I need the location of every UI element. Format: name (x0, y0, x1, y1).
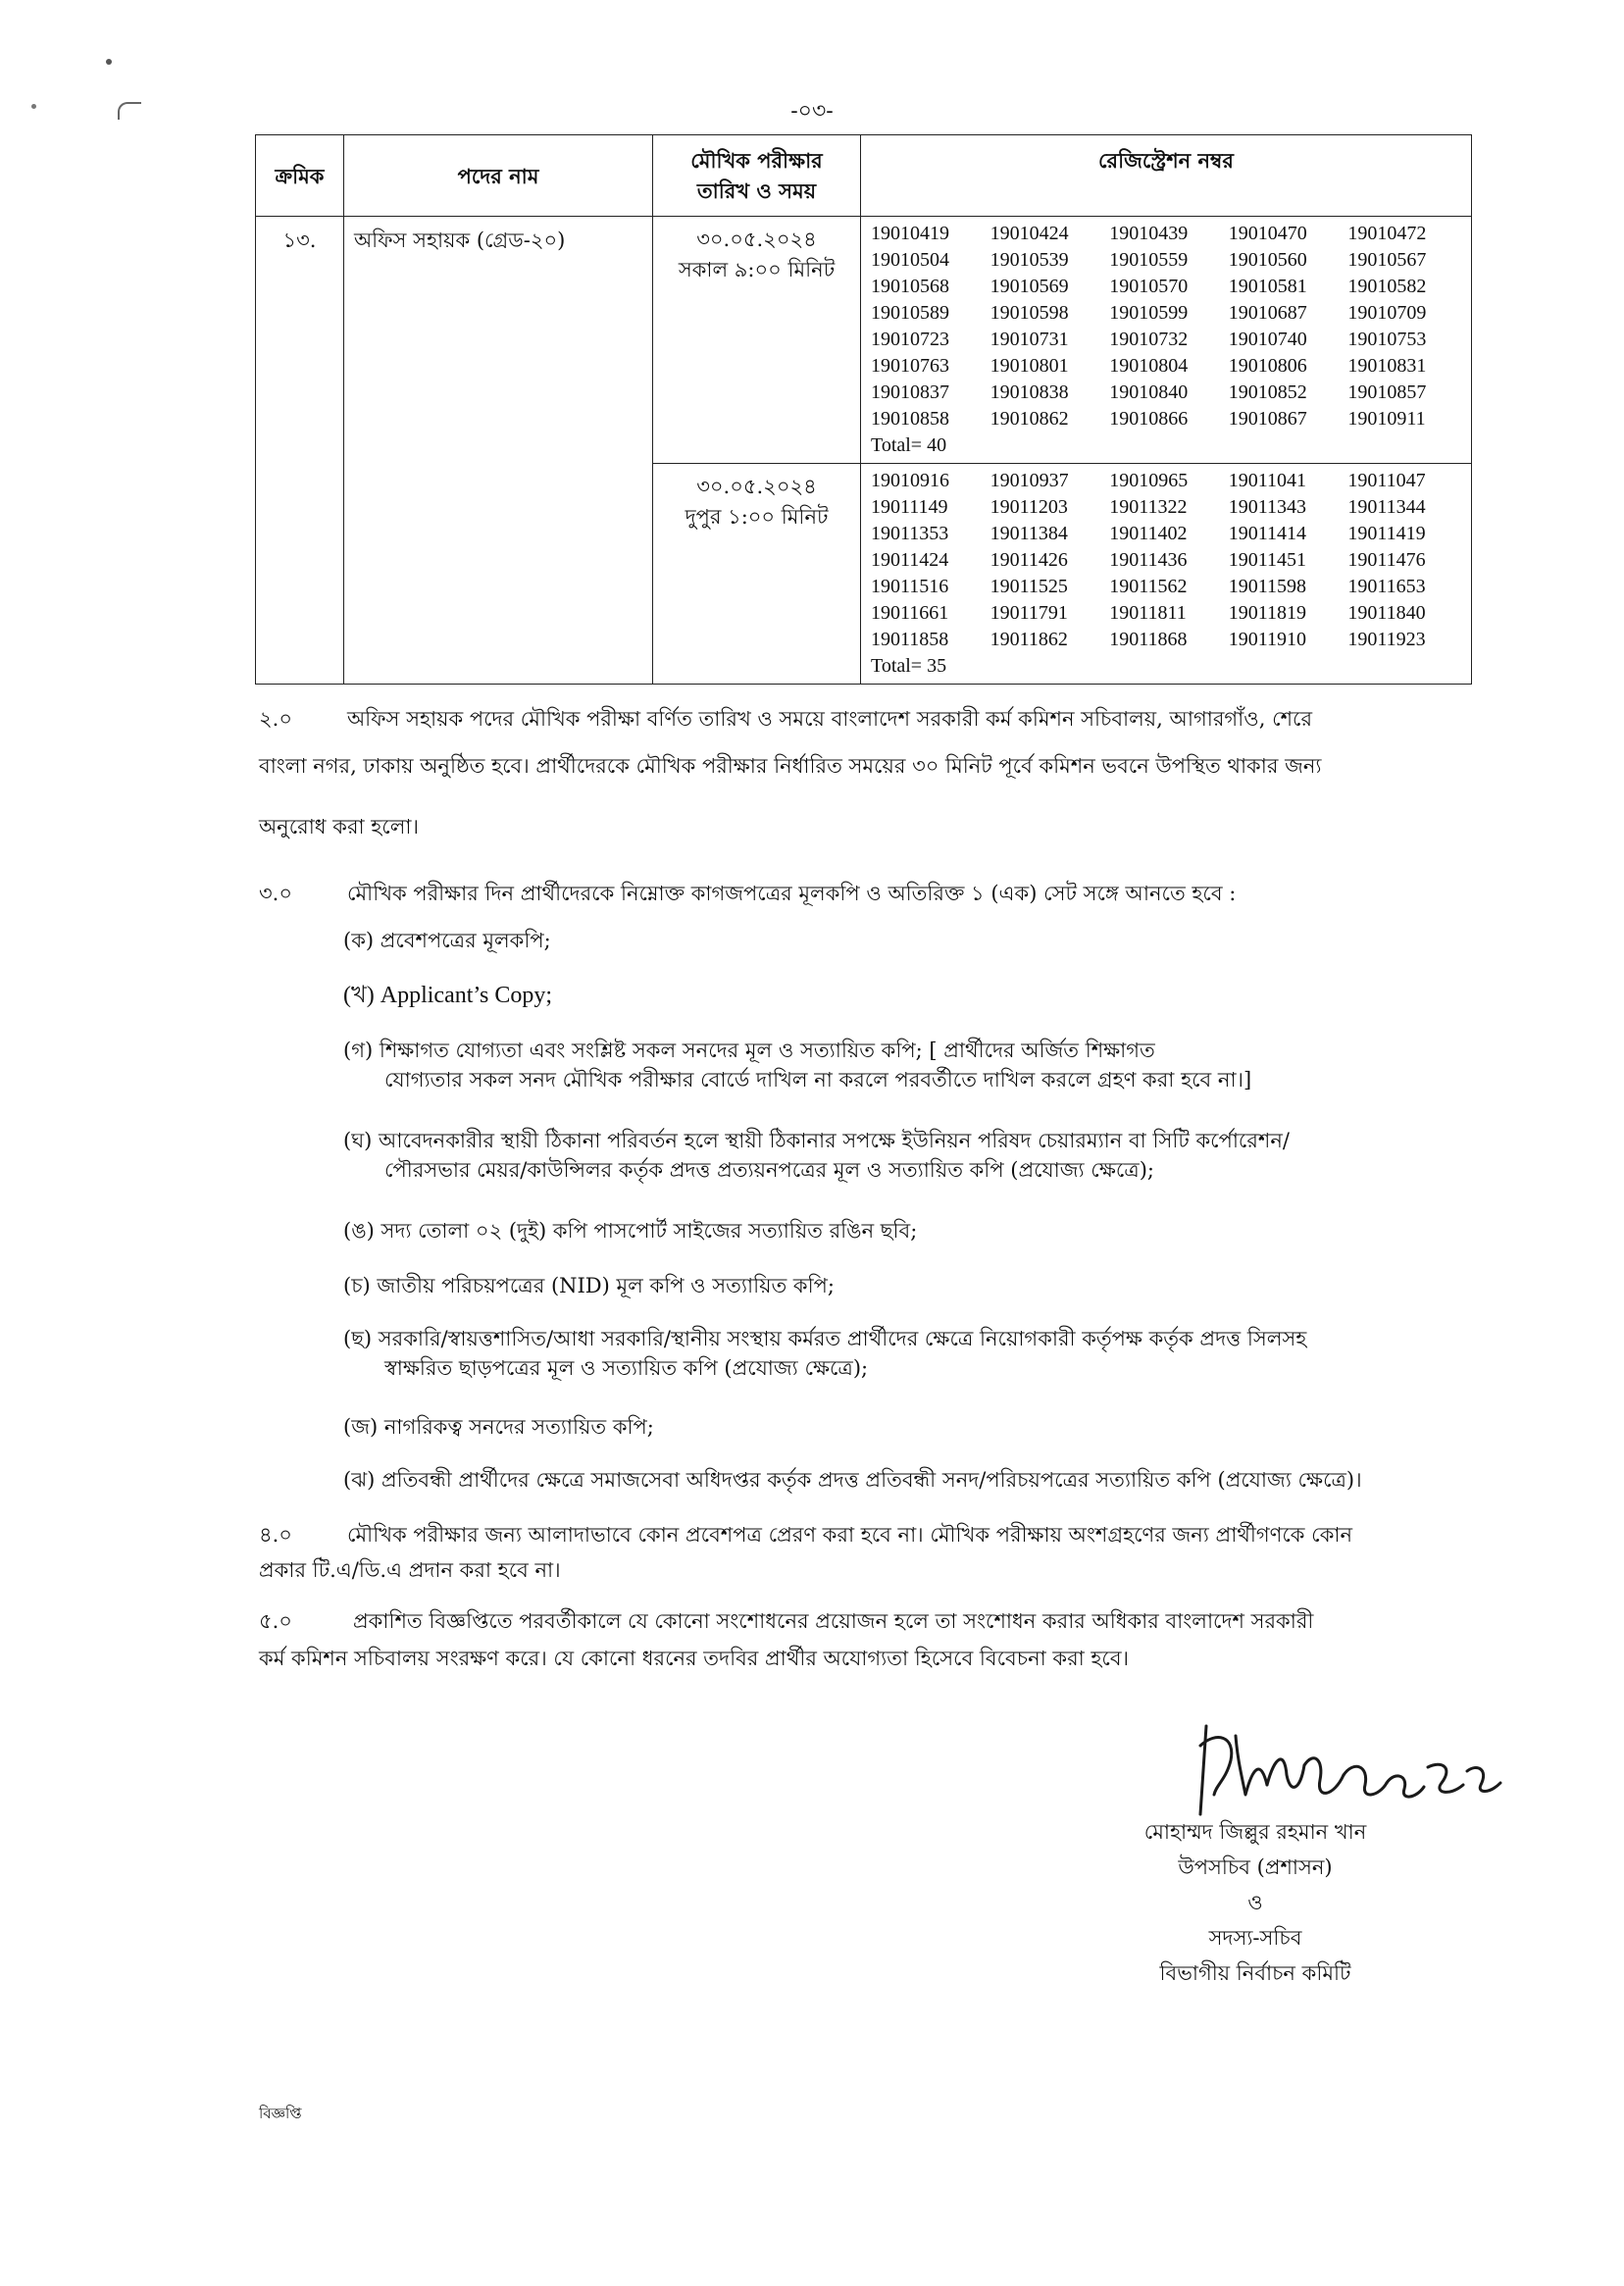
registration-number: 19010570 (1109, 276, 1189, 297)
paragraph-3-number: ৩.০ (259, 882, 292, 905)
header-serial: ক্রমিক (256, 135, 344, 217)
registration-number: 19010753 (1347, 329, 1427, 350)
registration-number: 19011819 (1228, 602, 1307, 624)
registration-number: 19011384 (990, 523, 1068, 544)
registration-number: 19011353 (871, 523, 949, 544)
schedule-table (255, 134, 1472, 685)
registration-number: 19010598 (990, 302, 1069, 324)
document-item: (খ) Applicant’s Copy; (343, 983, 553, 1008)
registration-number: 19010582 (1347, 276, 1427, 297)
paragraph-4-text: মৌখিক পরীক্ষার জন্য আলাদাভাবে কোন প্রবেশপত্র প্রেরণ করা হবে না। মৌখিক পরীক্ষায় অংশগ্রহণের জন্য প্রার্থীগণকে কোন (347, 1523, 1353, 1547)
registration-number: 19011840 (1347, 602, 1426, 624)
registration-number: 19011426 (990, 549, 1068, 571)
paragraph-2 (259, 704, 1471, 734)
registration-number: 19011811 (1109, 602, 1187, 624)
registration-number: 19010567 (1347, 249, 1427, 271)
registration-number: 19011516 (871, 576, 949, 597)
registration-number: 19010965 (1109, 470, 1189, 491)
registration-number: 19010831 (1347, 355, 1427, 377)
document-item: (গ) শিক্ষাগত যোগ্যতা এবং সংশ্লিষ্ট সকল সনদের মূল ও সত্যায়িত কপি; [ প্রার্থীদের অর্জিত শিক্ষাগত যোগ্যতার সকল সনদ মৌখিক পরীক্ষার বোর্ডে দাখিল না করলে পরবর্তীতে দাখিল করলে গ্রহণ করা হবে না।] (343, 1039, 1252, 1092)
header-post: পদের নাম (344, 135, 653, 217)
registration-number: 19011923 (1347, 629, 1426, 650)
document-item: (ঙ) সদ্য তোলা ০২ (দুই) কপি পাসপোর্ট সাইজের সত্যায়িত রঙিন ছবি; (343, 1219, 918, 1243)
registration-number: 19010539 (990, 249, 1069, 271)
registration-number: 19010470 (1228, 223, 1307, 244)
registration-number: 19011451 (1228, 549, 1307, 571)
paragraph-2-line2: বাংলা নগর, ঢাকায় অনুষ্ঠিত হবে। প্রার্থীদেরকে মৌখিক পরীক্ষার নির্ধারিত সময়ের ৩০ মিনিট পূর্বে কমিশন ভবনে উপস্থিত থাকার জন্য (259, 754, 1322, 778)
registration-number: 19010867 (1228, 408, 1307, 430)
registration-number: 19010581 (1228, 276, 1307, 297)
registration-number: 19011149 (871, 496, 948, 518)
registration-number: 19011203 (990, 496, 1068, 518)
registration-number: 19010472 (1347, 223, 1427, 244)
registration-number: 19010740 (1228, 329, 1307, 350)
registration-number: 19010852 (1228, 381, 1307, 403)
header-time-line1: মৌখিক পরীক্ষার (690, 148, 823, 173)
session-2-time: দুপুর ১:০০ মিনিট (685, 505, 829, 529)
session-2-total: Total= 35 (871, 655, 947, 677)
registration-number: 19010424 (990, 223, 1069, 244)
registration-number: 19011402 (1109, 523, 1188, 544)
registration-number: 19010837 (871, 381, 949, 403)
document-item: (চ) জাতীয় পরিচয়পত্রের (NID) মূল কপি ও সত্যায়িত কপি; (343, 1274, 835, 1297)
registration-number: 19010804 (1109, 355, 1189, 377)
registration-number: 19011598 (1228, 576, 1307, 597)
cell-session-2-registrations (861, 464, 1472, 685)
registration-number: 19010599 (1109, 302, 1189, 324)
registration-number: 19010589 (871, 302, 949, 324)
session-1-date: ৩০.০৫.২০২৪ (696, 228, 817, 251)
registration-number: 19010858 (871, 408, 949, 430)
paragraph-4-number: ৪.০ (259, 1523, 292, 1547)
paragraph-2-line3: অনুরোধ করা হলো। (259, 815, 419, 838)
cell-post: অফিস সহায়ক (গ্রেড-২০) (344, 217, 653, 685)
registration-number: 19011047 (1347, 470, 1426, 491)
registration-number: 19010569 (990, 276, 1069, 297)
signatory-role: সদস্য-সচিব (1208, 1926, 1302, 1950)
document-item: (ক) প্রবেশপত্রের মূলকপি; (343, 929, 551, 952)
document-item: (ছ) সরকারি/স্বায়ত্তশাসিত/আধা সরকারি/স্থানীয় সংস্থায় কর্মরত প্রার্থীদের ক্ষেত্রে নিয়োগকারী কর্তৃপক্ষ কর্তৃক প্রদত্ত সিলসহ স্বাক্ষরিত ছাড়পত্রের মূল ও সত্যায়িত কপি (প্রযোজ্য ক্ষেত্রে); (343, 1327, 1307, 1380)
registration-number: 19010731 (990, 329, 1069, 350)
paragraph-3 (259, 879, 1471, 908)
paragraph-4-line2: প্রকার টি.এ/ডি.এ প্রদান করা হবে না। (259, 1558, 561, 1582)
registration-number: 19011868 (1109, 629, 1188, 650)
registration-number: 19011910 (1228, 629, 1307, 650)
header-registration: রেজিস্ট্রেশন নম্বর (861, 135, 1472, 217)
registration-number: 19011791 (990, 602, 1068, 624)
registration-number: 19011344 (1347, 496, 1426, 518)
registration-number: 19011653 (1347, 576, 1426, 597)
registration-number: 19011661 (871, 602, 949, 624)
registration-number: 19010937 (990, 470, 1069, 491)
session-2-date: ৩০.০৫.২০২৪ (696, 475, 817, 498)
registration-number: 19010806 (1228, 355, 1307, 377)
registration-number: 19011343 (1228, 496, 1307, 518)
registration-number: 19010916 (871, 470, 949, 491)
paragraph-5-text: প্রকাশিত বিজ্ঞপ্তিতে পরবর্তীকালে যে কোনো সংশোধনের প্রয়োজন হলে তা সংশোধন করার অধিকার বাংলাদেশ সরকারী (353, 1609, 1314, 1633)
registration-number: 19010801 (990, 355, 1069, 377)
registration-number: 19011525 (990, 576, 1068, 597)
registration-number: 19010439 (1109, 223, 1189, 244)
paragraph-5 (259, 1606, 1471, 1636)
registration-number: 19010723 (871, 329, 949, 350)
registration-number: 19011414 (1228, 523, 1307, 544)
paragraph-3-text: মৌখিক পরীক্ষার দিন প্রার্থীদেরকে নিম্নোক্ত কাগজপত্রের মূলকপি ও অতিরিক্ত ১ (এক) সেট সঙ্গে আনতে হবে : (347, 882, 1237, 905)
paragraph-2-text: অফিস সহায়ক পদের মৌখিক পরীক্ষা বর্ণিত তারিখ ও সময়ে বাংলাদেশ সরকারী কর্ম কমিশন সচিবালয়, আগারগাঁও, শেরে (347, 707, 1313, 731)
registration-number: 19010559 (1109, 249, 1189, 271)
registration-number: 19011858 (871, 629, 949, 650)
paragraph-4 (259, 1520, 1471, 1549)
registration-number: 19010866 (1109, 408, 1189, 430)
registration-grid (871, 468, 1467, 653)
session-1-time: সকাল ৯:০০ মিনিট (678, 258, 836, 281)
page-number: -০৩- (790, 99, 834, 124)
registration-grid (871, 221, 1467, 432)
registration-number: 19011436 (1109, 549, 1188, 571)
signatory-designation: উপসচিব (প্রশাসন) (1178, 1855, 1333, 1879)
signature-block (1098, 1814, 1412, 1991)
document-item: (ঘ) আবেদনকারীর স্থায়ী ঠিকানা পরিবর্তন হলে স্থায়ী ঠিকানার সপক্ষে ইউনিয়ন পরিষদ চেয়ারম্যান বা সিটি কর্পোরেশন/ পৌরসভার মেয়র/কাউন্সিলর কর্তৃক প্রদত্ত প্রত্যয়নপত্রের মূল ও সত্যায়িত কপি (প্রযোজ্য ক্ষেত্রে); (343, 1129, 1290, 1182)
paragraph-2-number: ২.০ (259, 707, 292, 731)
registration-number: 19010862 (990, 408, 1069, 430)
registration-number: 19011419 (1347, 523, 1426, 544)
registration-number: 19010732 (1109, 329, 1189, 350)
registration-number: 19010840 (1109, 381, 1189, 403)
registration-number: 19010419 (871, 223, 949, 244)
session-1-total: Total= 40 (871, 434, 947, 456)
footer-note: বিজ্ঞপ্তি (259, 2105, 302, 2122)
table-header-row (256, 135, 1472, 217)
registration-number: 19010911 (1347, 408, 1426, 430)
header-time (653, 135, 861, 217)
registration-number: 19010838 (990, 381, 1069, 403)
paragraph-5-number: ৫.০ (259, 1609, 292, 1633)
registration-number: 19011322 (1109, 496, 1188, 518)
registration-number: 19010568 (871, 276, 949, 297)
signatory-committee: বিভাগীয় নির্বাচন কমিটি (1159, 1961, 1351, 1985)
cell-session-2-time (653, 464, 861, 685)
paragraph-5-line2: কর্ম কমিশন সচিবালয় সংরক্ষণ করে। যে কোনো ধরনের তদবির প্রার্থীর অযোগ্যতা হিসেবে বিবেচনা করা হবে। (259, 1647, 1130, 1670)
registration-number: 19011424 (871, 549, 949, 571)
registration-number: 19010763 (871, 355, 949, 377)
registration-number: 19010687 (1228, 302, 1307, 324)
signatory-name: মোহাম্মদ জিল্লুর রহমান খান (1143, 1820, 1367, 1844)
signatory-conjunction: ও (1247, 1891, 1263, 1914)
registration-number: 19011562 (1109, 576, 1188, 597)
cell-serial: ১৩. (256, 217, 344, 685)
registration-number: 19011862 (990, 629, 1068, 650)
cell-session-1-registrations (861, 217, 1472, 464)
registration-number: 19011041 (1228, 470, 1307, 491)
cell-session-1-time (653, 217, 861, 464)
table-row (256, 217, 1472, 464)
scan-mark (106, 59, 112, 65)
document-item: (জ) নাগরিকত্ব সনদের সত্যায়িত কপি; (343, 1415, 654, 1439)
registration-number: 19011476 (1347, 549, 1426, 571)
registration-number: 19010504 (871, 249, 949, 271)
registration-number: 19010709 (1347, 302, 1427, 324)
registration-number: 19010560 (1228, 249, 1307, 271)
document-item: (ঝ) প্রতিবন্ধী প্রার্থীদের ক্ষেত্রে সমাজসেবা অধিদপ্তর কর্তৃক প্রদত্ত প্রতিবন্ধী সনদ/পরিচয়পত্রের সত্যায়িত কপি (প্রযোজ্য ক্ষেত্রে)। (343, 1468, 1362, 1492)
header-time-line2: তারিখ ও সময় (696, 178, 817, 203)
registration-number: 19010857 (1347, 381, 1427, 403)
